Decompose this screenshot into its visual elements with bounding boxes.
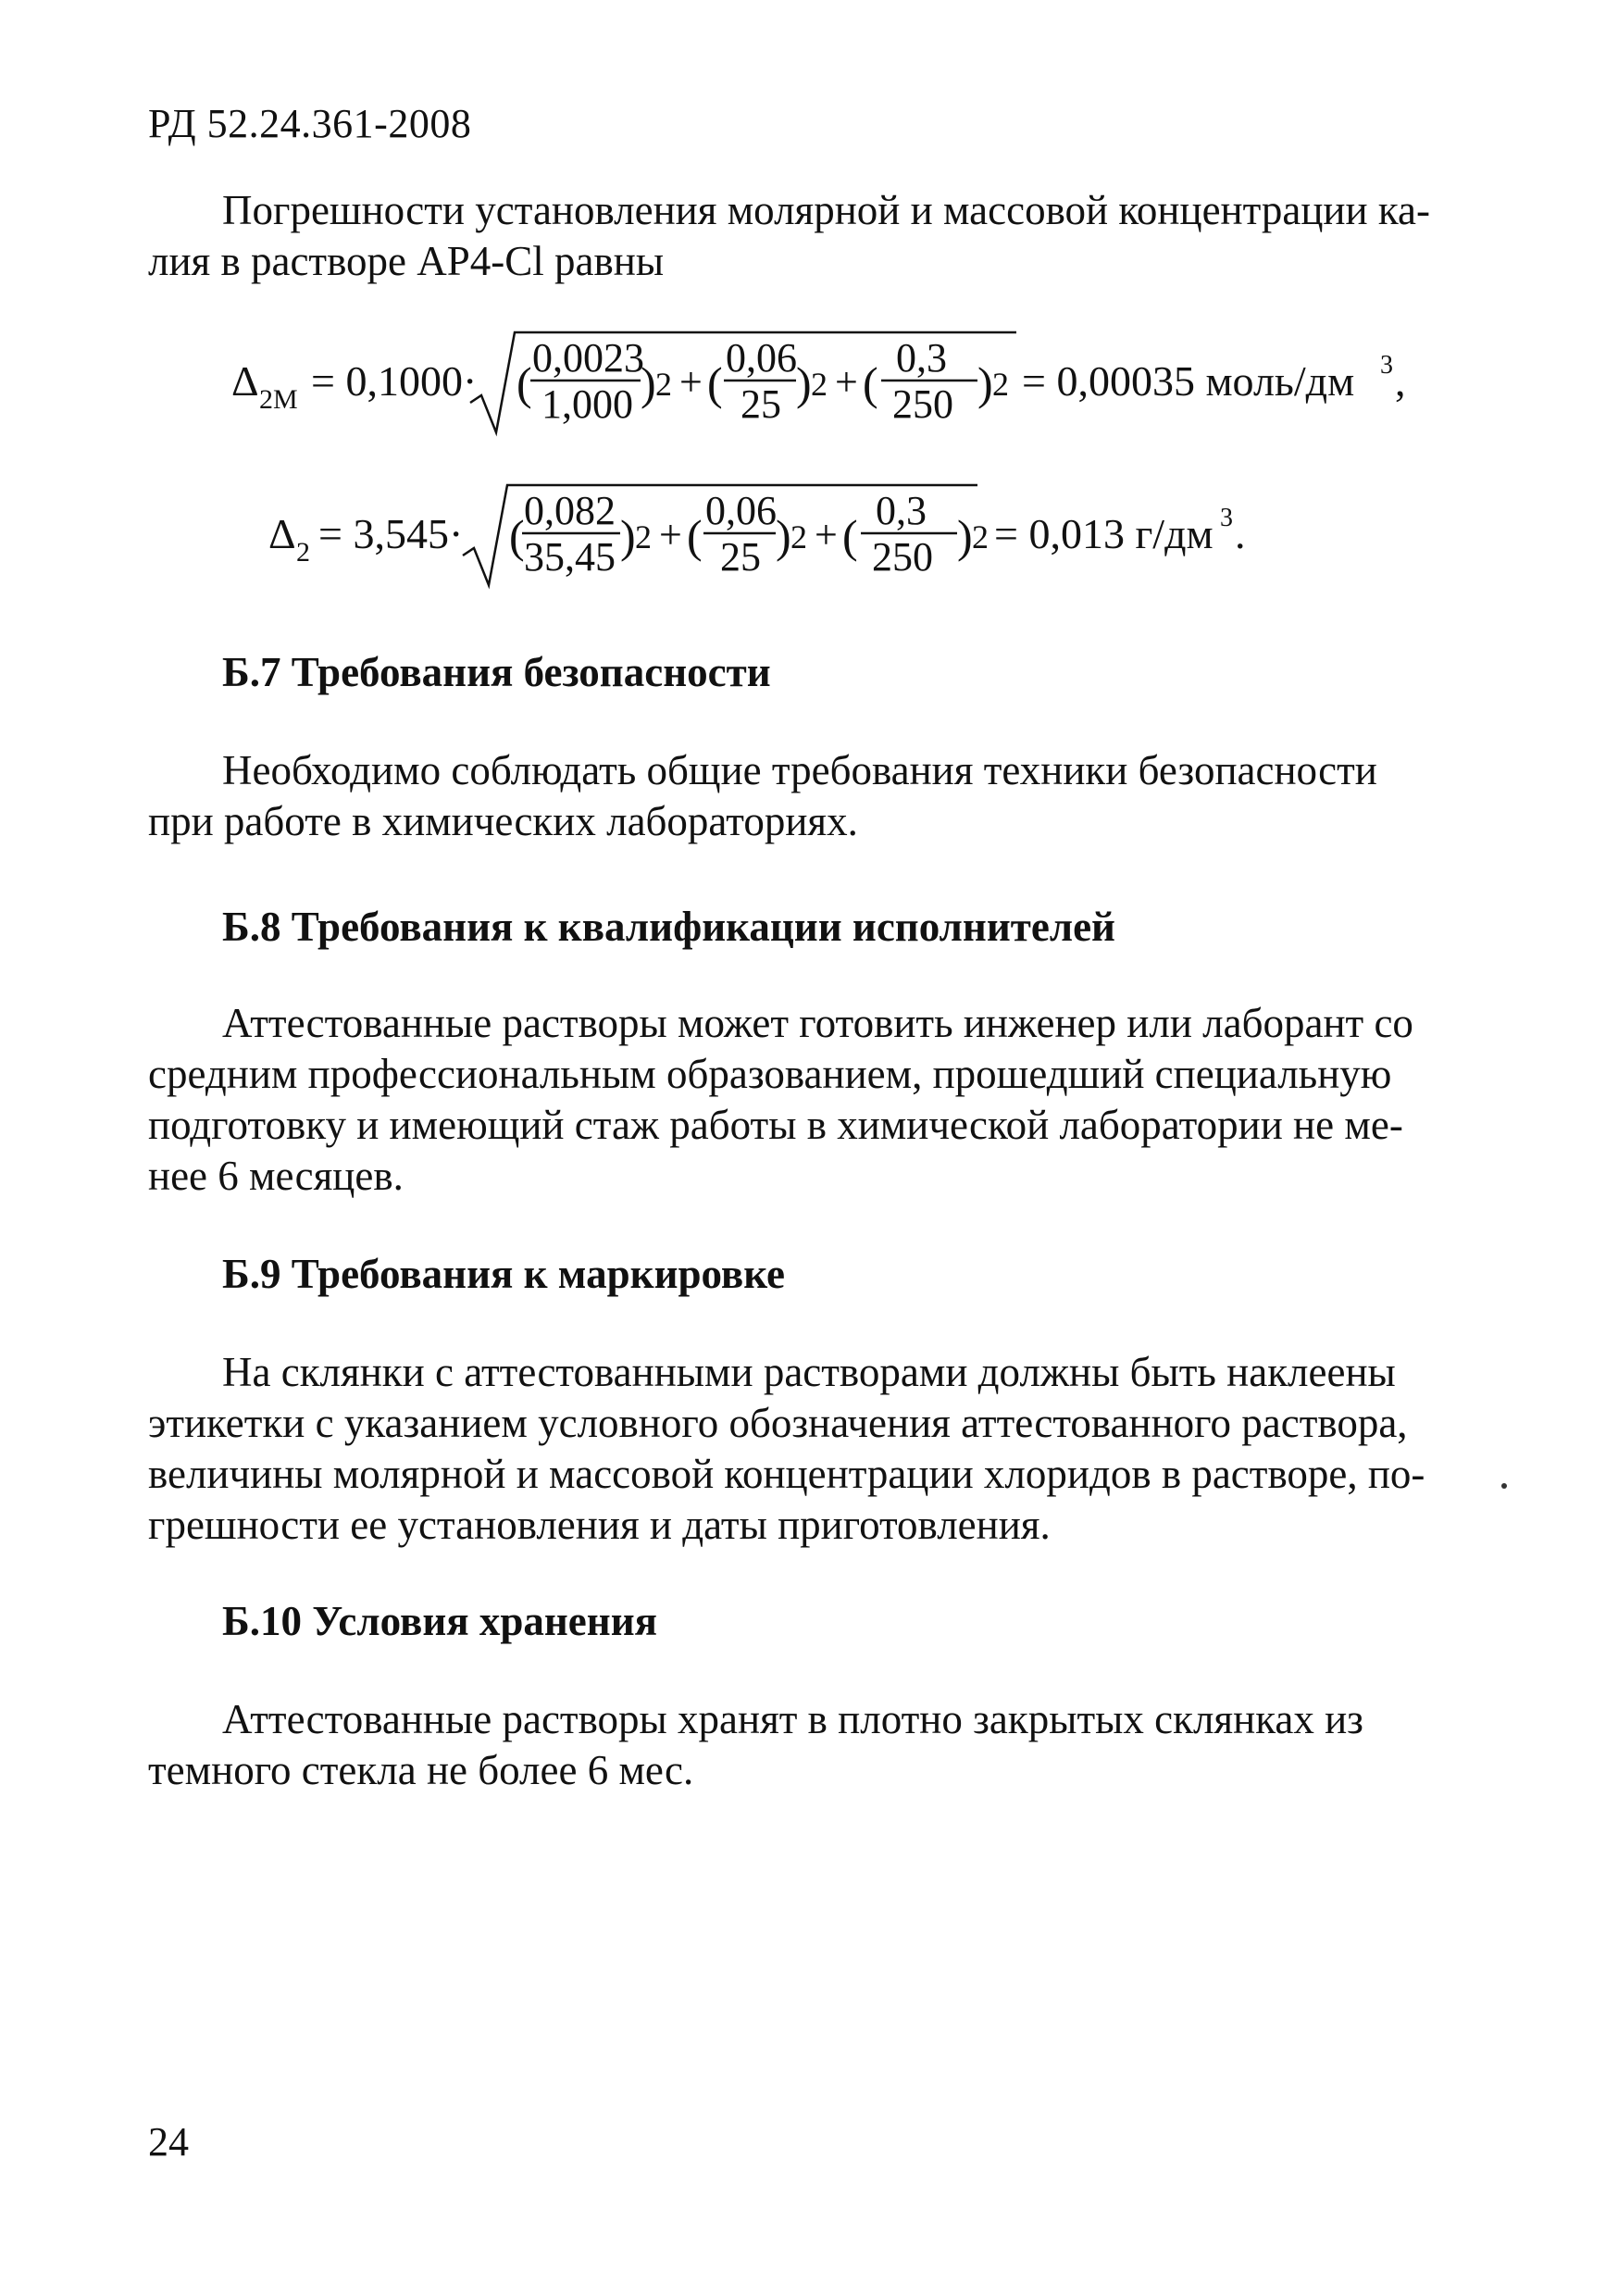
formula-1-term3-numerator: 0,3 [896, 335, 947, 381]
formula-molar-svg [0, 319, 1618, 440]
formula-1-tail: , [1395, 357, 1406, 405]
intro-line-1: Погрешности установления молярной и массовой концентрации ка- [222, 187, 1430, 233]
formula-1-exponent: 2 [992, 366, 1009, 403]
formula-1-subscript: 2M [259, 384, 298, 415]
formula-1-term2-denominator: 25 [741, 381, 781, 427]
section-b9-paragraph [148, 1347, 1495, 1551]
formula-2-coefficient: = 3,545· [318, 510, 464, 557]
formula-mass-error [0, 472, 1618, 597]
formula-2-exponent: 2 [972, 518, 989, 555]
section-b9-line-2: этикетки с указанием условного обозначения аттестованного раствора, [148, 1400, 1408, 1446]
section-b7-paragraph [148, 745, 1495, 847]
formula-1-exponent: 2 [655, 366, 672, 403]
section-b8-line-1: Аттестованные растворы может готовить инженер или лаборант со [222, 1000, 1413, 1046]
formula-mass-svg [0, 472, 1618, 593]
formula-2-tail: . [1235, 510, 1246, 557]
formula-1-term2-numerator: 0,06 [726, 335, 797, 381]
section-heading-b10: Б.10 Условия хранения [222, 1598, 657, 1644]
formula-2-result: = 0,013 г/дм [994, 510, 1214, 557]
section-b9-line-1: На склянки с аттестованными растворами должны быть наклеены [222, 1349, 1396, 1395]
section-b10-line-2: темного стекла не более 6 мес. [148, 1747, 694, 1793]
formula-2-exponent: 2 [790, 518, 807, 555]
formula-1-paren: ( [707, 357, 723, 409]
formula-molar-error [0, 319, 1618, 444]
intro-paragraph [148, 185, 1495, 287]
formula-1-result-exponent: 3 [1380, 351, 1393, 380]
formula-1-paren: ) [796, 357, 812, 409]
page-number: 24 [148, 2119, 189, 2165]
formula-2-result-exponent: 3 [1220, 504, 1233, 532]
formula-2-term3-numerator: 0,3 [876, 488, 927, 533]
section-b8-paragraph [148, 998, 1495, 1202]
section-b9-line-4: грешности ее установления и даты приготовления. [148, 1502, 1051, 1548]
formula-2-paren: ( [509, 510, 525, 562]
section-heading-b7: Б.7 Требования безопасности [222, 649, 771, 695]
formula-1-paren: ( [517, 357, 532, 409]
formula-1-paren: ) [977, 357, 993, 409]
section-heading-b8: Б.8 Требования к квалификации исполнителей [222, 904, 1115, 950]
formula-2-paren: ( [842, 510, 858, 562]
formula-2-subscript: 2 [296, 537, 310, 568]
section-b7-line-1: Необходимо соблюдать общие требования техники безопасности [222, 747, 1377, 793]
formula-2-paren: ) [957, 510, 973, 562]
formula-2-paren: ) [776, 510, 791, 562]
formula-2-delta: Δ [268, 510, 296, 557]
document-code-header: РД 52.24.361-2008 [148, 101, 472, 146]
formula-1-result: = 0,00035 моль/дм [1022, 357, 1355, 405]
formula-2-term2-numerator: 0,06 [705, 488, 777, 533]
formula-2-term1-numerator: 0,082 [524, 488, 616, 533]
formula-1-paren: ( [863, 357, 878, 409]
formula-2-term1-denominator: 35,45 [524, 534, 616, 580]
formula-2-paren: ( [687, 510, 703, 562]
formula-2-term2-denominator: 25 [720, 534, 761, 580]
formula-1-plus: + [835, 359, 858, 405]
formula-1-delta: Δ [231, 357, 259, 405]
section-b7-line-2: при работе в химических лабораториях. [148, 798, 858, 844]
formula-1-paren: ) [641, 357, 656, 409]
section-b10-paragraph [148, 1694, 1495, 1796]
formula-1-plus: + [679, 359, 703, 405]
intro-line-2: лия в растворе АР4-Cl равны [148, 238, 665, 284]
section-b8-line-3: подготовку и имеющий стаж работы в химической лаборатории не ме- [148, 1102, 1403, 1148]
formula-1-term1-denominator: 1,000 [541, 381, 633, 427]
formula-2-term3-denominator: 250 [872, 534, 933, 580]
section-b10-line-1: Аттестованные растворы хранят в плотно закрытых склянках из [222, 1696, 1363, 1742]
formula-2-exponent: 2 [635, 518, 652, 555]
section-b8-line-4: нее 6 месяцев. [148, 1153, 404, 1199]
formula-2-plus: + [815, 512, 838, 557]
section-b8-line-2: средним профессиональным образованием, прошедший специальную [148, 1051, 1392, 1097]
formula-1-term1-numerator: 0,0023 [532, 335, 644, 381]
scan-speck [1501, 1483, 1507, 1489]
section-b9-line-3: величины молярной и массовой концентрации хлоридов в растворе, по- [148, 1451, 1425, 1497]
formula-1-coefficient: = 0,1000· [311, 357, 478, 405]
section-heading-b9: Б.9 Требования к маркировке [222, 1251, 785, 1297]
formula-2-paren: ) [620, 510, 636, 562]
formula-1-exponent: 2 [811, 366, 828, 403]
formula-2-plus: + [659, 512, 682, 557]
formula-1-term3-denominator: 250 [892, 381, 953, 427]
